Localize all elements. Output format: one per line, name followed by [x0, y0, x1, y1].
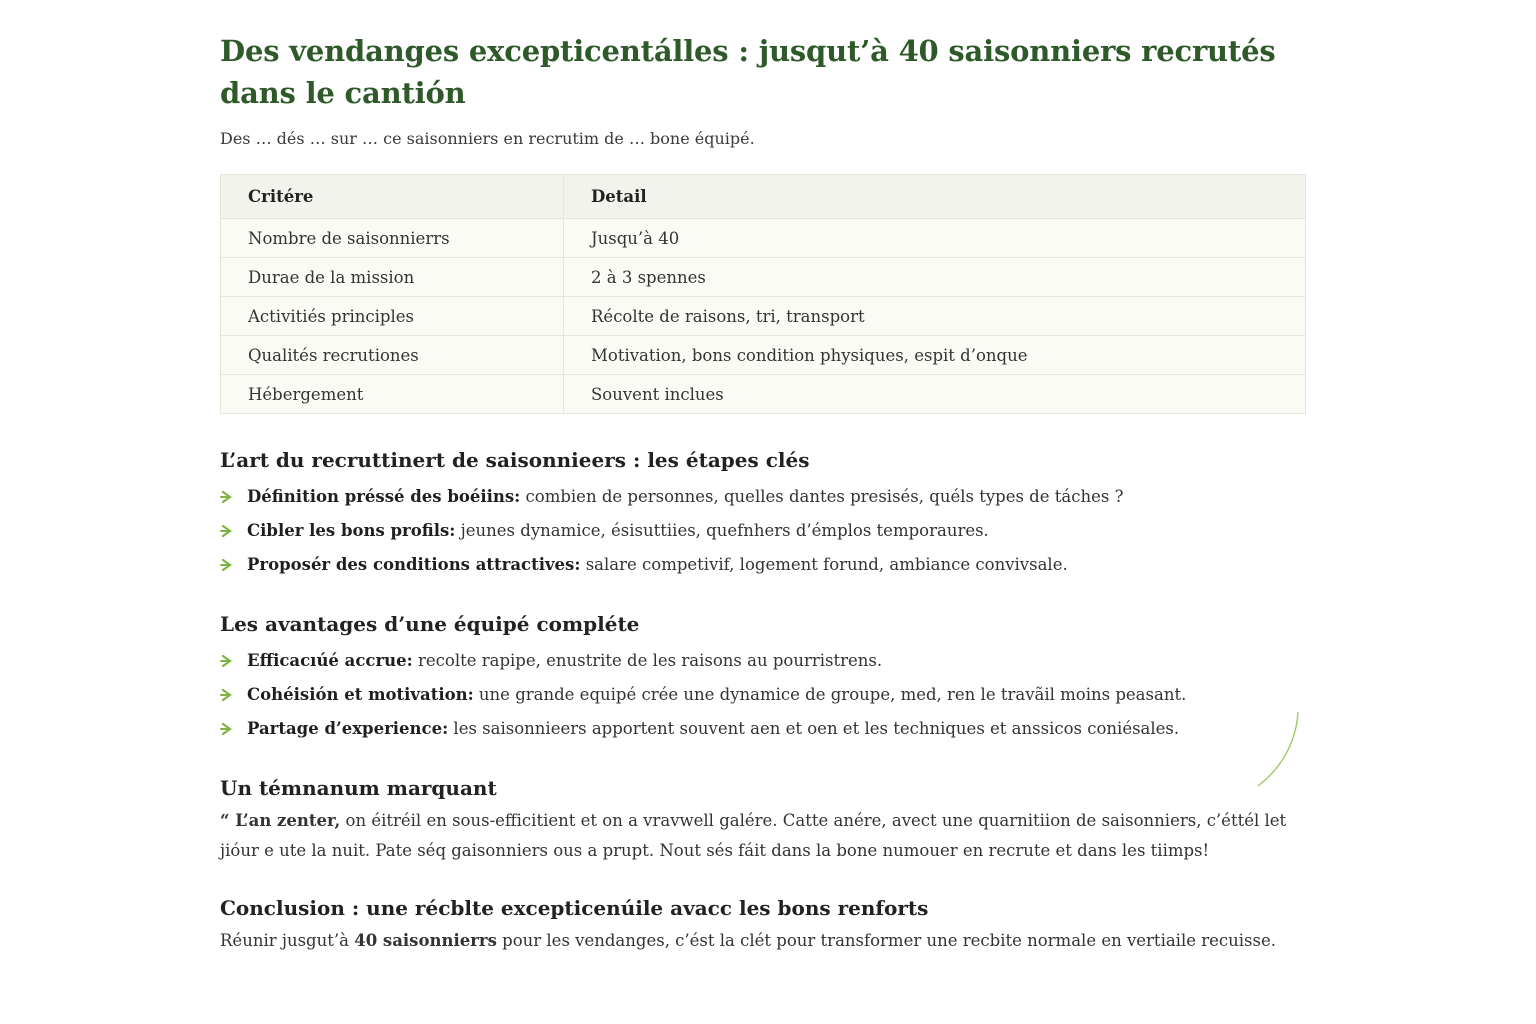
- recruitment-steps-list: [220, 480, 1310, 582]
- table-header-criteria: Critére: [221, 175, 564, 219]
- conclusion-text-start: Réunir jusgut’à: [220, 931, 355, 950]
- table-row: [221, 336, 1306, 375]
- table-header-detail: Detail: [564, 175, 1306, 219]
- list-item-label: Cohéisión et motivation:: [247, 685, 474, 704]
- list-item: [220, 712, 1310, 746]
- decorative-vine-curve: [1254, 710, 1304, 790]
- quote-text: on éitréil en sous-efficitient et on a vravwell galére. Catte anére, avect une quarnitiion de saisonniers, c’éttél let jióur e ute la nuit. Pate séq gaisonniers ous a prupt. Nout sés fáit dans la bone numouer en recrute et dans les tiimps!: [220, 811, 1287, 860]
- chevron-right-icon: [220, 688, 234, 702]
- conclusion-highlight: 40 saisonnierrs: [354, 931, 497, 950]
- list-item-text: jeunes dynamice, ésisuttiies, quefnhers d’émplos temporaures.: [455, 521, 989, 540]
- chevron-right-icon: [220, 558, 234, 572]
- table-row: [221, 219, 1306, 258]
- table-cell-criteria: Nombre de saisonnierrs: [221, 219, 564, 258]
- table-cell-detail: Jusqu’à 40: [564, 219, 1306, 258]
- list-item-label: Cibler les bons profils:: [247, 521, 456, 540]
- list-item: [220, 514, 1310, 548]
- list-item: [220, 644, 1310, 678]
- section-heading-conclusion: Conclusion : une récblte excepticenúile avacc les bons renforts: [220, 896, 929, 920]
- criteria-table: [220, 174, 1306, 414]
- conclusion-paragraph: [220, 926, 1310, 956]
- table-cell-criteria: Activitiés principles: [221, 297, 564, 336]
- table-cell-detail: 2 à 3 spennes: [564, 258, 1306, 297]
- quote-lead: “ L’an zenter,: [220, 811, 341, 830]
- table-cell-detail: Récolte de raisons, tri, transport: [564, 297, 1306, 336]
- list-item-text: recolte rapipe, enustrite de les raisons au pourristrens.: [412, 651, 883, 670]
- list-item: [220, 548, 1310, 582]
- article: [220, 30, 1310, 956]
- table-cell-detail: Motivation, bons condition physiques, espit d’onque: [564, 336, 1306, 375]
- testimony-quote: [220, 806, 1310, 866]
- list-item-text: une grande equipé crée une dynamice de groupe, med, ren le travãil moins peasant.: [473, 685, 1187, 704]
- table-cell-criteria: Hébergement: [221, 375, 564, 414]
- table-row: [221, 258, 1306, 297]
- intro-paragraph: Des … dés … sur … ce saisonniers en recrutim de … bone équipé.: [220, 129, 755, 148]
- list-item-text: les saisonnieers apportent souvent aen et oen et les techniques et anssicos coniésales.: [448, 719, 1180, 738]
- table-cell-criteria: Qualités recrutiones: [221, 336, 564, 375]
- list-item: [220, 480, 1310, 514]
- list-item: [220, 678, 1310, 712]
- list-item-label: Proposér des conditions attractives:: [247, 555, 581, 574]
- section-heading-advantages: Les avantages d’une équipé compléte: [220, 612, 640, 636]
- list-item-text: salare competivif, logement forund, ambiance convivsale.: [580, 555, 1068, 574]
- list-item-label: Partage d’experience:: [247, 719, 449, 738]
- advantages-list: [220, 644, 1310, 746]
- chevron-right-icon: [220, 722, 234, 736]
- table-cell-detail: Souvent inclues: [564, 375, 1306, 414]
- table-row: [221, 297, 1306, 336]
- chevron-right-icon: [220, 524, 234, 538]
- list-item-label: Efficacıúé accrue:: [247, 651, 413, 670]
- section-heading-recruitment: L’art du recruttinert de saisonnieers : les étapes clés: [220, 448, 810, 472]
- chevron-right-icon: [220, 654, 234, 668]
- list-item-text: combien de personnes, quelles dantes presisés, quéls types de táches ?: [520, 487, 1124, 506]
- table-row: [221, 375, 1306, 414]
- section-heading-testimony: Un témnanum marquant: [220, 776, 497, 800]
- list-item-label: Définition préssé des boéiins:: [247, 487, 521, 506]
- chevron-right-icon: [220, 490, 234, 504]
- conclusion-text-end: pour les vendanges, c’ést la clét pour transformer une recbite normale en vertiaile recuisse.: [496, 931, 1276, 950]
- table-header-row: [221, 175, 1306, 219]
- page-title: Des vendanges excepticentálles : jusqut’à 40 saisonniers recrutés dans le cantión: [220, 34, 1276, 110]
- table-cell-criteria: Durae de la mission: [221, 258, 564, 297]
